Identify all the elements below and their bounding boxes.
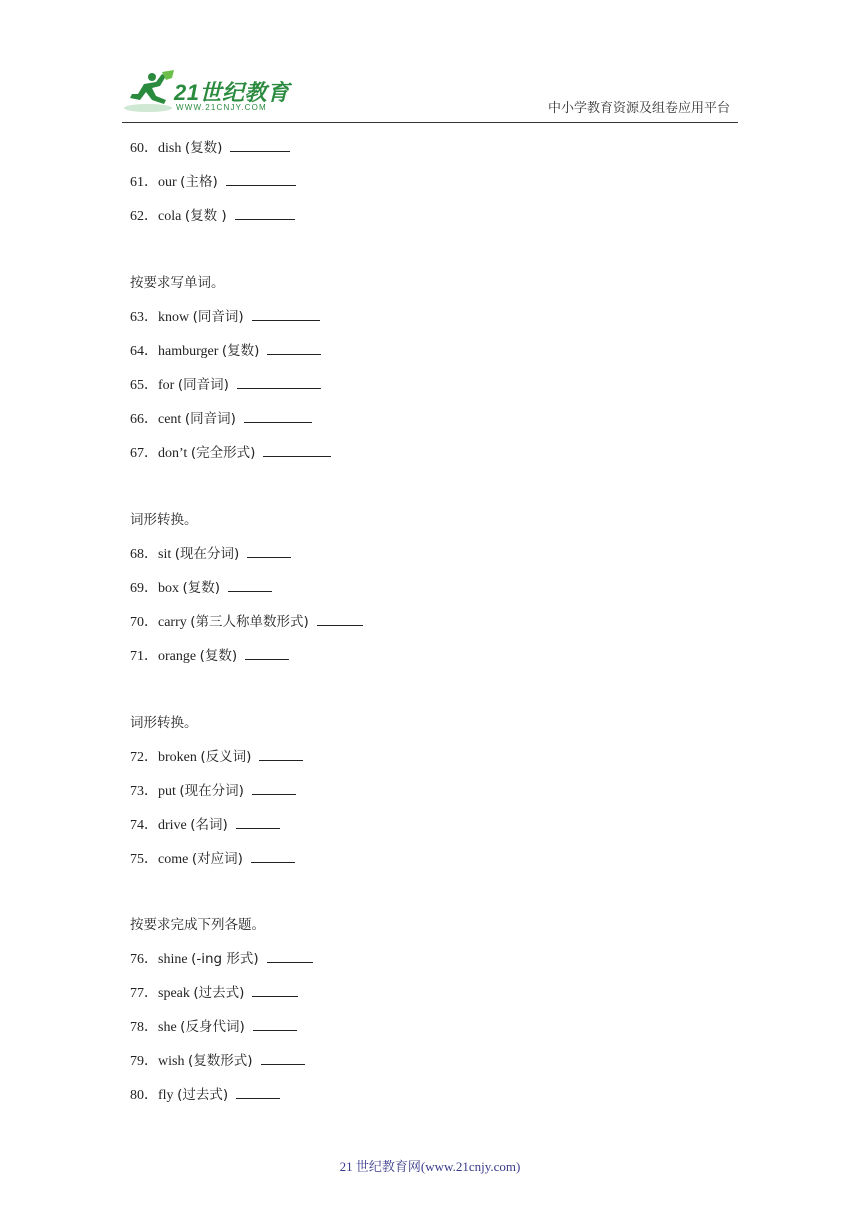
exercise-item [130,207,295,226]
item-word: speak [158,986,190,1001]
section-title: 按要求写单词。 [130,275,225,291]
answer-blank[interactable] [267,342,321,355]
item-word: don’t [158,446,188,461]
answer-blank[interactable] [235,207,295,220]
item-number: 80． [130,1088,158,1103]
item-hint: (过去式) [193,985,245,1001]
item-hint: (同音词) [184,411,236,427]
exercise-item [130,647,289,666]
answer-blank[interactable] [253,1018,297,1031]
item-word: cent [158,412,182,427]
exercise-item [130,984,298,1003]
item-number: 70． [130,615,158,630]
answer-blank[interactable] [228,579,272,592]
answer-blank[interactable] [247,545,291,558]
item-word: sit [158,547,172,562]
item-word: dish [158,141,182,156]
item-hint: (过去式) [177,1087,229,1103]
exercise-item [130,376,321,395]
answer-blank[interactable] [263,444,331,457]
answer-blank[interactable] [252,984,298,997]
item-number: 65． [130,378,158,393]
item-word: come [158,852,189,867]
item-word: put [158,784,176,799]
exercise-item [130,308,320,327]
logo-text: 21世纪教育 [174,80,290,105]
exercise-item [130,579,272,598]
item-number: 60． [130,141,158,156]
item-hint: (现在分词) [174,546,240,562]
item-word: shine [158,952,188,967]
item-word: fly [158,1088,174,1103]
item-number: 64． [130,344,158,359]
item-number: 78． [130,1020,158,1035]
item-hint: (完全形式) [190,445,256,461]
item-word: cola [158,209,182,224]
item-number: 75． [130,852,158,867]
item-hint: (同音词) [192,309,244,325]
answer-blank[interactable] [245,647,289,660]
answer-blank[interactable] [261,1052,305,1065]
exercise-item [130,1018,297,1037]
item-number: 68． [130,547,158,562]
item-number: 67． [130,446,158,461]
answer-blank[interactable] [252,782,296,795]
item-word: for [158,378,175,393]
item-hint: (复数) [182,580,221,596]
item-hint: (复数) [184,140,223,156]
item-hint: (复数) [199,648,238,664]
page-footer: 21 世纪教育网(www.21cnjy.com) [339,1159,521,1174]
answer-blank[interactable] [226,173,296,186]
exercise-item [130,342,321,361]
item-word: box [158,581,179,596]
item-hint: (反身代词) [180,1019,245,1035]
answer-blank[interactable] [317,613,363,626]
section-title: 词形转换。 [130,512,198,528]
exercise-item [130,782,296,801]
item-number: 73． [130,784,158,799]
answer-blank[interactable] [244,410,312,423]
item-word: broken [158,750,197,765]
logo-url: WWW.21CNJY.COM [176,103,267,112]
item-word: wish [158,1054,185,1069]
item-word: drive [158,818,187,833]
section-title: 按要求完成下列各题。 [130,917,265,933]
item-hint: (复数) [221,343,260,359]
item-hint: (复数形式) [187,1053,253,1069]
exercise-item [130,173,296,192]
item-number: 61． [130,175,158,190]
item-hint: (反义词) [200,749,252,765]
exercise-item [130,1086,280,1105]
answer-blank[interactable] [252,308,320,321]
item-hint: (主格) [180,174,218,190]
exercise-item [130,816,280,835]
item-number: 66． [130,412,158,427]
item-word: our [158,175,177,190]
item-word: carry [158,615,187,630]
item-hint: (第三人称单数形式) [190,614,309,630]
answer-blank[interactable] [237,376,321,389]
exercise-item [130,545,291,564]
section-title: 词形转换。 [130,715,198,731]
answer-blank[interactable] [267,950,313,963]
answer-blank[interactable] [251,850,295,863]
exercise-item [130,950,313,969]
answer-blank[interactable] [236,816,280,829]
item-number: 77． [130,986,158,1001]
runner-logo-icon [122,70,182,116]
item-word: she [158,1020,177,1035]
item-number: 69． [130,581,158,596]
exercise-item [130,410,312,429]
exercise-item [130,1052,305,1071]
item-number: 62． [130,209,158,224]
header-platform-text: 中小学教育资源及组卷应用平台 [547,101,730,116]
answer-blank[interactable] [230,139,290,152]
item-number: 79． [130,1054,158,1069]
item-hint: (复数 ) [184,208,227,224]
exercise-item [130,444,331,463]
item-word: orange [158,649,197,664]
answer-blank[interactable] [236,1086,280,1099]
item-hint: (现在分词) [179,783,244,799]
item-number: 72． [130,750,158,765]
exercise-item [130,850,295,869]
site-logo [122,70,292,116]
item-hint: (-ing 形式) [191,951,259,967]
item-hint: (对应词) [191,851,243,867]
exercise-item [130,748,303,767]
page-header [0,0,860,125]
item-number: 76． [130,952,158,967]
header-divider [122,122,738,123]
item-hint: (同音词) [177,377,229,393]
item-word: know [158,310,190,325]
item-number: 71． [130,649,158,664]
item-word: hamburger [158,344,219,359]
item-number: 74． [130,818,158,833]
exercise-item [130,613,363,632]
item-hint: (名词) [190,817,228,833]
answer-blank[interactable] [259,748,303,761]
item-number: 63． [130,310,158,325]
exercise-item [130,139,290,158]
